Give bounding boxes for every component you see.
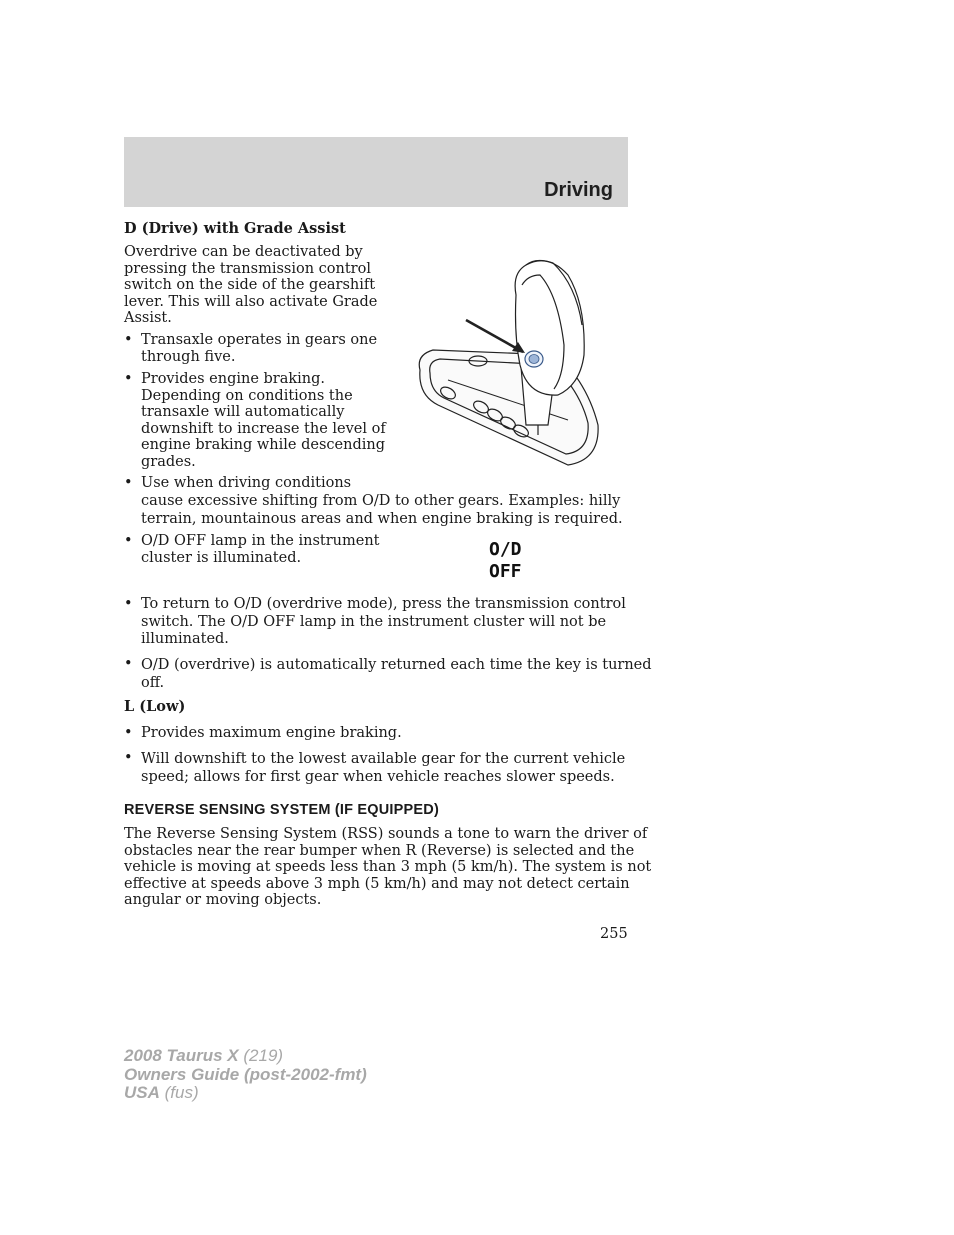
text-line: through five. <box>141 348 236 365</box>
text-line: illuminated. <box>141 631 229 648</box>
drive-intro <box>124 244 377 327</box>
text-line: grades. <box>141 453 196 470</box>
list-item <box>141 475 623 528</box>
text-line: Transaxle operates in gears one <box>141 332 378 348</box>
section-header-band <box>124 137 628 207</box>
bullet-glyph: • <box>124 533 133 549</box>
bullet-glyph: • <box>124 750 133 766</box>
list-item <box>141 533 380 566</box>
footer-line: 2008 Taurus X (219) <box>124 1046 284 1065</box>
text-line: switch on the side of the gearshift <box>124 277 376 294</box>
footer-line: Owners Guide (post-2002-fmt) <box>124 1064 367 1084</box>
text-line: Provides engine braking. <box>141 371 326 387</box>
text-line: engine braking while descending <box>141 437 385 454</box>
od-off-line: O/D <box>489 539 522 560</box>
list-item <box>141 371 386 471</box>
list-item <box>141 596 626 649</box>
od-off-indicator-symbol <box>489 539 522 583</box>
text-line: speed; allows for first gear when vehicle reaches slower speeds. <box>141 769 615 785</box>
text-line: vehicle is moving at speeds less than 3 mph (5 km/h). The system is not <box>124 859 652 876</box>
bullet-glyph: • <box>124 332 133 348</box>
text-line: lever. This will also activate Grade <box>124 293 378 310</box>
text-line: downshift to increase the level of <box>141 420 386 437</box>
text-line: cluster is illuminated. <box>141 549 302 566</box>
gearshift-lever-illustration <box>408 255 603 470</box>
list-item <box>141 725 402 742</box>
text-line: Will downshift to the lowest available gear for the current vehicle <box>141 751 626 767</box>
text-line: Assist. <box>124 310 172 327</box>
rss-paragraph <box>124 826 651 909</box>
page-number: 255 <box>600 926 628 942</box>
text-line: Depending on conditions the <box>141 387 353 404</box>
text-line: Provides maximum engine braking. <box>141 725 402 741</box>
text-line: pressing the transmission control <box>124 260 371 277</box>
low-heading: L (Low) <box>124 698 186 715</box>
text-line: cause excessive shifting from O/D to other gears. Examples: hilly <box>141 493 621 509</box>
bullet-glyph: • <box>124 656 133 672</box>
bullet-glyph: • <box>124 371 133 387</box>
text-line: The Reverse Sensing System (RSS) sounds a tone to warn the driver of <box>124 826 648 842</box>
text-line: terrain, mountainous areas and when engine braking is required. <box>141 511 623 527</box>
od-off-line: OFF <box>489 561 522 582</box>
section-title: Driving <box>544 179 613 201</box>
drive-heading: D (Drive) with Grade Assist <box>124 220 346 237</box>
text-line: angular or moving objects. <box>124 892 322 909</box>
footer-line: USA (fus) <box>124 1083 199 1102</box>
bullet-glyph: • <box>124 596 133 612</box>
bullet-glyph: • <box>124 725 133 741</box>
rss-heading: REVERSE SENSING SYSTEM (IF EQUIPPED) <box>124 802 439 818</box>
document-footer <box>124 1047 367 1103</box>
text-line: obstacles near the rear bumper when R (Reverse) is selected and the <box>124 842 635 859</box>
text-line: transaxle will automatically <box>141 404 345 421</box>
text-line: To return to O/D (overdrive mode), press the transmission control <box>141 596 626 612</box>
list-item <box>141 332 377 365</box>
bullet-glyph: • <box>124 475 133 491</box>
text-line: O/D OFF lamp in the instrument <box>141 533 380 549</box>
text-line: off. <box>141 675 165 691</box>
text-line: effective at speeds above 3 mph (5 km/h) and may not detect certain <box>124 875 630 892</box>
list-item <box>141 750 625 786</box>
text-line: switch. The O/D OFF lamp in the instrument cluster will not be <box>141 613 607 630</box>
text-line: O/D (overdrive) is automatically returned each time the key is turned <box>141 657 652 673</box>
text-line: Overdrive can be deactivated by <box>124 244 363 260</box>
text-line: Use when driving conditions <box>141 475 352 491</box>
list-item <box>141 656 652 692</box>
